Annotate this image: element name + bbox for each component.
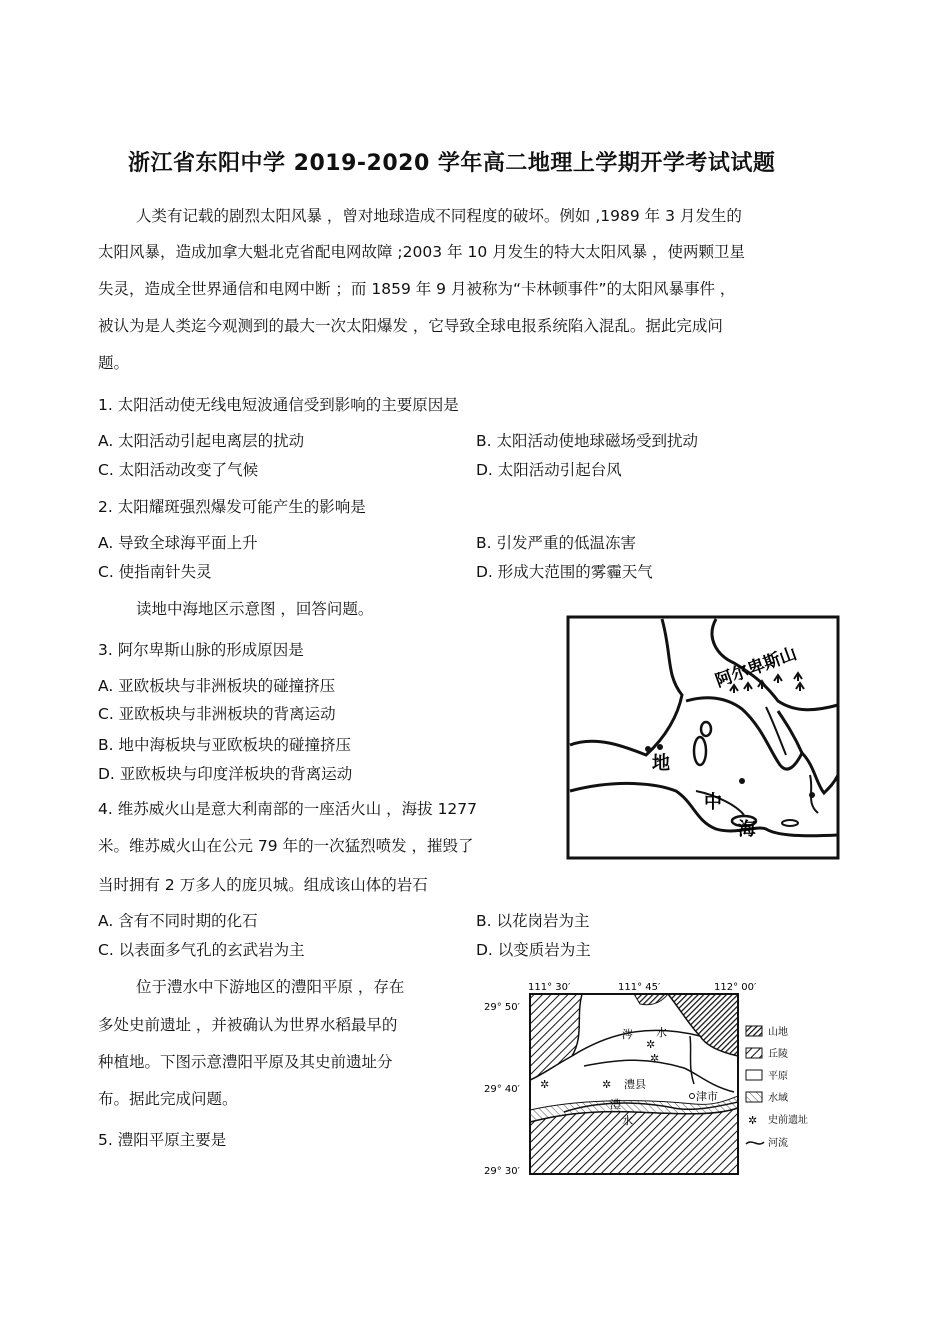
map1-sea-char-3: 海 (738, 819, 756, 840)
q5-stem: 5. 澧阳平原主要是 (98, 1131, 227, 1149)
map2-place-5: 澧 (610, 1098, 621, 1111)
legend-river-icon (746, 1142, 764, 1144)
map2-lon-label-1: 111° 30′ (528, 982, 571, 993)
intro3-line-4: 布。据此完成问题。 (98, 1090, 238, 1108)
legend-swatch-hill (746, 1048, 762, 1058)
map2-place-1: 涔 (622, 1028, 633, 1041)
map1-mountain-label: 阿尔卑斯山 (712, 643, 800, 692)
q3-option-a: A. 亚欧板块与非洲板块的碰撞挤压 (98, 677, 336, 695)
map2-legend (746, 1025, 808, 1149)
q2-option-c: C. 使指南针失灵 (98, 563, 212, 581)
map2-place-2: 水 (656, 1026, 667, 1039)
legend-swatch-water (746, 1092, 762, 1102)
intro3-line-3: 种植地。下图示意澧阳平原及其史前遗址分 (98, 1053, 393, 1071)
map2-site-2: ✲ (650, 1052, 660, 1065)
intro3-line-1: 位于澧水中下游地区的澧阳平原 ，存在 (136, 978, 405, 996)
legend-label-water: 水域 (768, 1093, 788, 1104)
intro2: 读地中海地区示意图 ，回答问题。 (136, 600, 374, 618)
legend-label-hill: 丘陵 (768, 1049, 788, 1060)
map2-lat-label-3: 29° 30′ (484, 1166, 520, 1177)
q1-option-a: A. 太阳活动引起电离层的扰动 (98, 432, 305, 450)
legend-label-river: 河流 (768, 1138, 788, 1149)
map2-place-4: 津市 (696, 1090, 718, 1103)
liyang-plain-map (484, 976, 834, 1186)
legend-label-site: 史前遗址 (768, 1115, 808, 1126)
map2-site-4: ✲ (602, 1078, 612, 1091)
q1-option-b: B. 太阳活动使地球磁场受到扰动 (476, 432, 698, 450)
map2-place-3: 澧县 (624, 1078, 646, 1091)
legend-swatch-mountain (746, 1026, 762, 1036)
map1-dot-2 (657, 744, 663, 750)
legend-swatch-plain (746, 1070, 762, 1080)
q2-option-a: A. 导致全球海平面上升 (98, 534, 258, 552)
map1-sea-char-2: 中 (704, 792, 722, 813)
map2-site-1: ✲ (646, 1038, 656, 1051)
q3-option-c: C. 亚欧板块与非洲板块的背离运动 (98, 705, 336, 723)
legend-label-mountain: 山地 (768, 1027, 788, 1038)
q2-option-d: D. 形成大范围的雾霾天气 (476, 563, 653, 581)
q4-line-1: 4. 维苏威火山是意大利南部的一座活火山 ，海拔 1277 (98, 800, 478, 818)
map2-mountain-s (530, 1108, 738, 1174)
map1-dot-4 (809, 792, 815, 798)
intro3-line-2: 多处史前遗址 ，并被确认为世界水稻最早的 (98, 1016, 398, 1034)
q4-option-c: C. 以表面多气孔的玄武岩为主 (98, 941, 305, 959)
q4-line-3: 当时拥有 2 万多人的庞贝城。组成该山体的岩石 (98, 876, 428, 894)
q3-option-d: D. 亚欧板块与印度洋板块的背离运动 (98, 765, 353, 783)
q4-option-b: B. 以花岗岩为主 (476, 912, 590, 930)
map2-lat-label-1: 29° 50′ (484, 1002, 520, 1013)
map2-lon-label-3: 112° 00′ (714, 982, 757, 993)
q1-option-c: C. 太阳活动改变了气候 (98, 461, 259, 479)
legend-site-icon: ✲ (748, 1114, 758, 1127)
map1-dot-3 (739, 778, 745, 784)
page-title: 浙江省东阳中学 2019-2020 学年高二地理上学期开学考试试题 (128, 151, 776, 176)
intro-line-4: 被认为是人类迄今观测到的最大一次太阳爆发 ，它导致全球电报系统陷入混乱。据此完成问 (98, 317, 723, 335)
q3-option-b: B. 地中海板块与亚欧板块的碰撞挤压 (98, 736, 351, 754)
q4-line-2: 米。维苏威火山在公元 79 年的一次猛烈喷发 ，摧毁了 (98, 837, 474, 855)
q4-option-d: D. 以变质岩为主 (476, 941, 591, 959)
map1-sea-char-1: 地 (652, 753, 670, 774)
intro-line-3: 失灵，造成全世界通信和电网中断 ；而 1859 年 9 月被称为“卡林顿事件”的太阳风暴事件 ， (98, 280, 736, 298)
map2-place-6: 水 (622, 1114, 633, 1127)
intro-line-5: 题。 (98, 354, 130, 372)
q4-option-a: A. 含有不同时期的化石 (98, 912, 258, 930)
q1-stem: 1. 太阳活动使无线电短波通信受到影响的主要原因是 (98, 396, 459, 414)
mediterranean-map (566, 615, 840, 860)
map2-lat-label-2: 29° 40′ (484, 1084, 520, 1095)
q1-option-d: D. 太阳活动引起台风 (476, 461, 622, 479)
intro-line-1: 人类有记载的剧烈太阳风暴 ，曾对地球造成不同程度的破坏。例如 ,1989 年 3 月发生的 (136, 207, 742, 225)
map2-lon-label-2: 111° 45′ (618, 982, 661, 993)
q2-stem: 2. 太阳耀斑强烈爆发可能产生的影响是 (98, 498, 366, 516)
q2-option-b: B. 引发严重的低温冻害 (476, 534, 636, 552)
q3-stem: 3. 阿尔卑斯山脉的形成原因是 (98, 641, 304, 659)
map2-site-3: ✲ (540, 1078, 550, 1091)
legend-label-plain: 平原 (768, 1071, 788, 1082)
intro-line-2: 太阳风暴，造成加拿大魁北克省配电网故障 ;2003 年 10 月发生的特大太阳风暴 ，使两颗卫星 (98, 243, 746, 261)
map1-dot-1 (645, 746, 651, 752)
